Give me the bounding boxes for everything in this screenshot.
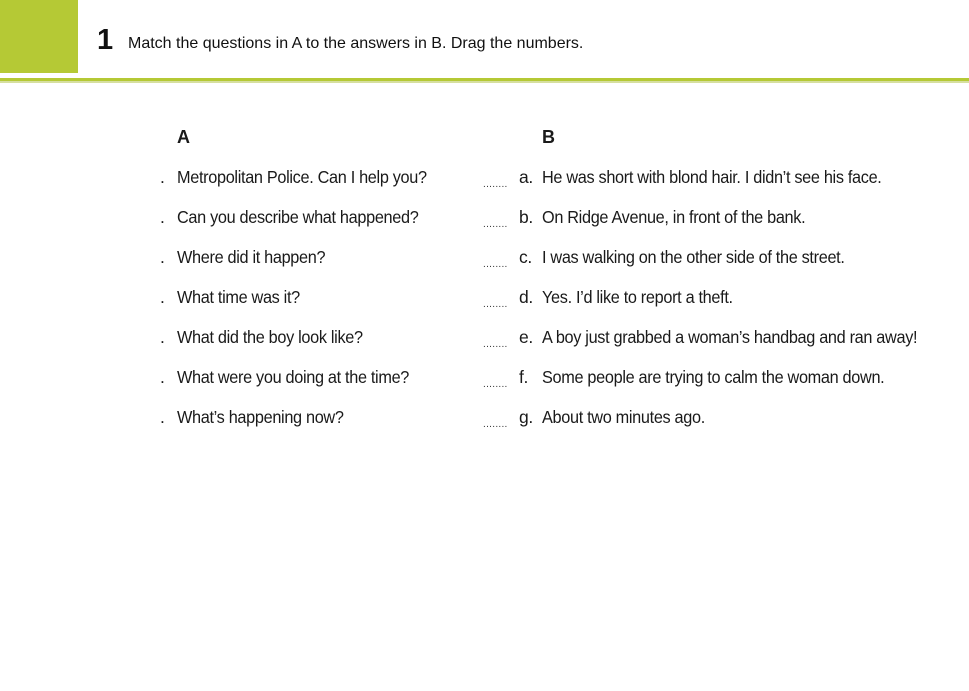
answer-letter: d. [519,287,533,307]
answer-text: Some people are trying to calm the woman down. [542,367,885,387]
question-number-slot: . [160,327,165,347]
answer-text: On Ridge Avenue, in front of the bank. [542,207,806,227]
question-number-slot: . [160,207,165,227]
answer-letter: a. [519,167,533,187]
answer-text: A boy just grabbed a woman’s handbag and ran away! [542,327,918,347]
answer-drop-slot[interactable]: ........ [483,379,508,390]
answer-drop-slot[interactable]: ........ [483,219,508,230]
header-divider [0,78,969,83]
answer-text: Yes. I’d like to report a theft. [542,287,733,307]
exercise-number: 1 [97,24,114,56]
question-number-slot: . [160,167,165,187]
answer-letter: b. [519,207,533,227]
match-row [0,166,969,206]
question-text: Where did it happen? [177,247,326,267]
question-number-slot: . [160,367,165,387]
match-row [0,366,969,406]
match-row [0,206,969,246]
match-row [0,286,969,326]
answer-drop-slot[interactable]: ........ [483,259,508,270]
question-text: What time was it? [177,287,300,307]
answer-letter: f. [519,367,529,387]
answer-drop-slot[interactable]: ........ [483,419,508,430]
column-b-heading: B [542,127,555,147]
answer-drop-slot[interactable]: ........ [483,179,508,190]
question-number-slot: . [160,287,165,307]
question-text: Metropolitan Police. Can I help you? [177,167,427,187]
match-row [0,246,969,286]
answer-drop-slot[interactable]: ........ [483,299,508,310]
header-accent-block [0,0,78,73]
answer-letter: g. [519,407,533,427]
question-text: What’s happening now? [177,407,344,427]
question-number-slot: . [160,247,165,267]
question-text: What were you doing at the time? [177,367,410,387]
match-row [0,406,969,446]
answer-text: He was short with blond hair. I didn’t see his face. [542,167,882,187]
answer-letter: c. [519,247,532,267]
question-text: Can you describe what happened? [177,207,419,227]
answer-text: About two minutes ago. [542,407,705,427]
answer-drop-slot[interactable]: ........ [483,339,508,350]
match-row [0,326,969,366]
question-number-slot: . [160,407,165,427]
exercise-instruction: Match the questions in A to the answers in B. Drag the numbers. [128,35,584,52]
column-a-heading: A [177,127,190,147]
answer-letter: e. [519,327,533,347]
question-text: What did the boy look like? [177,327,363,347]
answer-text: I was walking on the other side of the street. [542,247,845,267]
